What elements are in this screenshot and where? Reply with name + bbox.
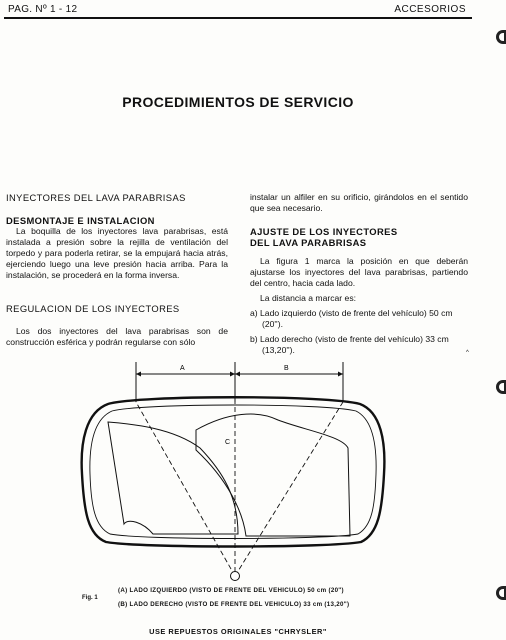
paragraph-regulacion: Los dos inyectores del lava parabrisas son de construcción esférica y podrán regularse con sólo	[6, 326, 228, 347]
left-column	[6, 192, 228, 348]
binder-hole	[496, 30, 506, 44]
paragraph-distancia: La distancia a marcar es:	[260, 293, 357, 303]
footer-note: USE REPUESTOS ORIGINALES "CHRYSLER"	[149, 627, 327, 636]
figure-label: Fig. 1	[82, 595, 98, 601]
subheading-ajuste-line1: AJUSTE DE LOS INYECTORES	[250, 226, 398, 237]
list-item-a: a) Lado izquierdo (visto de frente del vehículo) 50 cm (20'').	[250, 308, 453, 329]
list-item-b: b) Lado derecho (visto de frente del vehículo) 33 cm (13,20'').	[250, 334, 449, 355]
injector-nozzle-icon	[231, 572, 240, 581]
left-wiper-arc	[108, 422, 238, 534]
right-wiper-arc	[196, 414, 350, 536]
windshield-diagram	[78, 362, 388, 584]
section-name: ACCESORIOS	[394, 4, 466, 15]
subheading-desmontaje: DESMONTAJE E INSTALACION	[6, 215, 155, 226]
windshield-outer-frame	[82, 397, 385, 546]
stray-mark: ^	[466, 350, 469, 356]
center-label-c: C	[225, 439, 231, 446]
paragraph-boquilla: La boquilla de los inyectores lava parabrisas, está instalada a presión sobre la rejilla de ventilación del torpedo y para poderla retirar, se la empujará hacia atrás, ejerciendo luego una leve presión hacia arriba. Para la instalación, se procederá en la forma inversa.	[6, 226, 228, 280]
section-heading-inyectores: INYECTORES DEL LAVA PARABRISAS	[6, 192, 186, 203]
binder-hole	[496, 586, 506, 600]
subheading-ajuste-line2: DEL LAVA PARABRISAS	[250, 237, 367, 248]
dimension-label-a: A	[180, 365, 185, 372]
caption-a: (A) LADO IZQUIERDO (VISTO DE FRENTE DEL VEHICULO) 50 cm (20")	[118, 587, 344, 594]
header-rule	[4, 17, 472, 19]
page-number: PAG. Nº 1 - 12	[8, 4, 78, 15]
paragraph-figura: La figura 1 marca la posición en que deberán ajustarse los inyectores del lava parabrisas, partiendo del centro, hacia cada lado.	[250, 256, 468, 288]
section-heading-regulacion: REGULACION DE LOS INYECTORES	[6, 303, 180, 314]
right-column	[250, 192, 468, 356]
dimension-label-b: B	[284, 365, 289, 372]
page-title: PROCEDIMIENTOS DE SERVICIO	[122, 94, 354, 110]
aim-line-right	[235, 402, 343, 576]
paragraph-continuation: instalar un alfiler en su orificio, girándolos en el sentido que sea necesario.	[250, 192, 468, 213]
caption-b: (B) LADO DERECHO (VISTO DE FRENTE DEL VEHICULO) 33 cm (13,20")	[118, 601, 350, 608]
aim-line-left	[136, 402, 235, 576]
binder-hole	[496, 380, 506, 394]
